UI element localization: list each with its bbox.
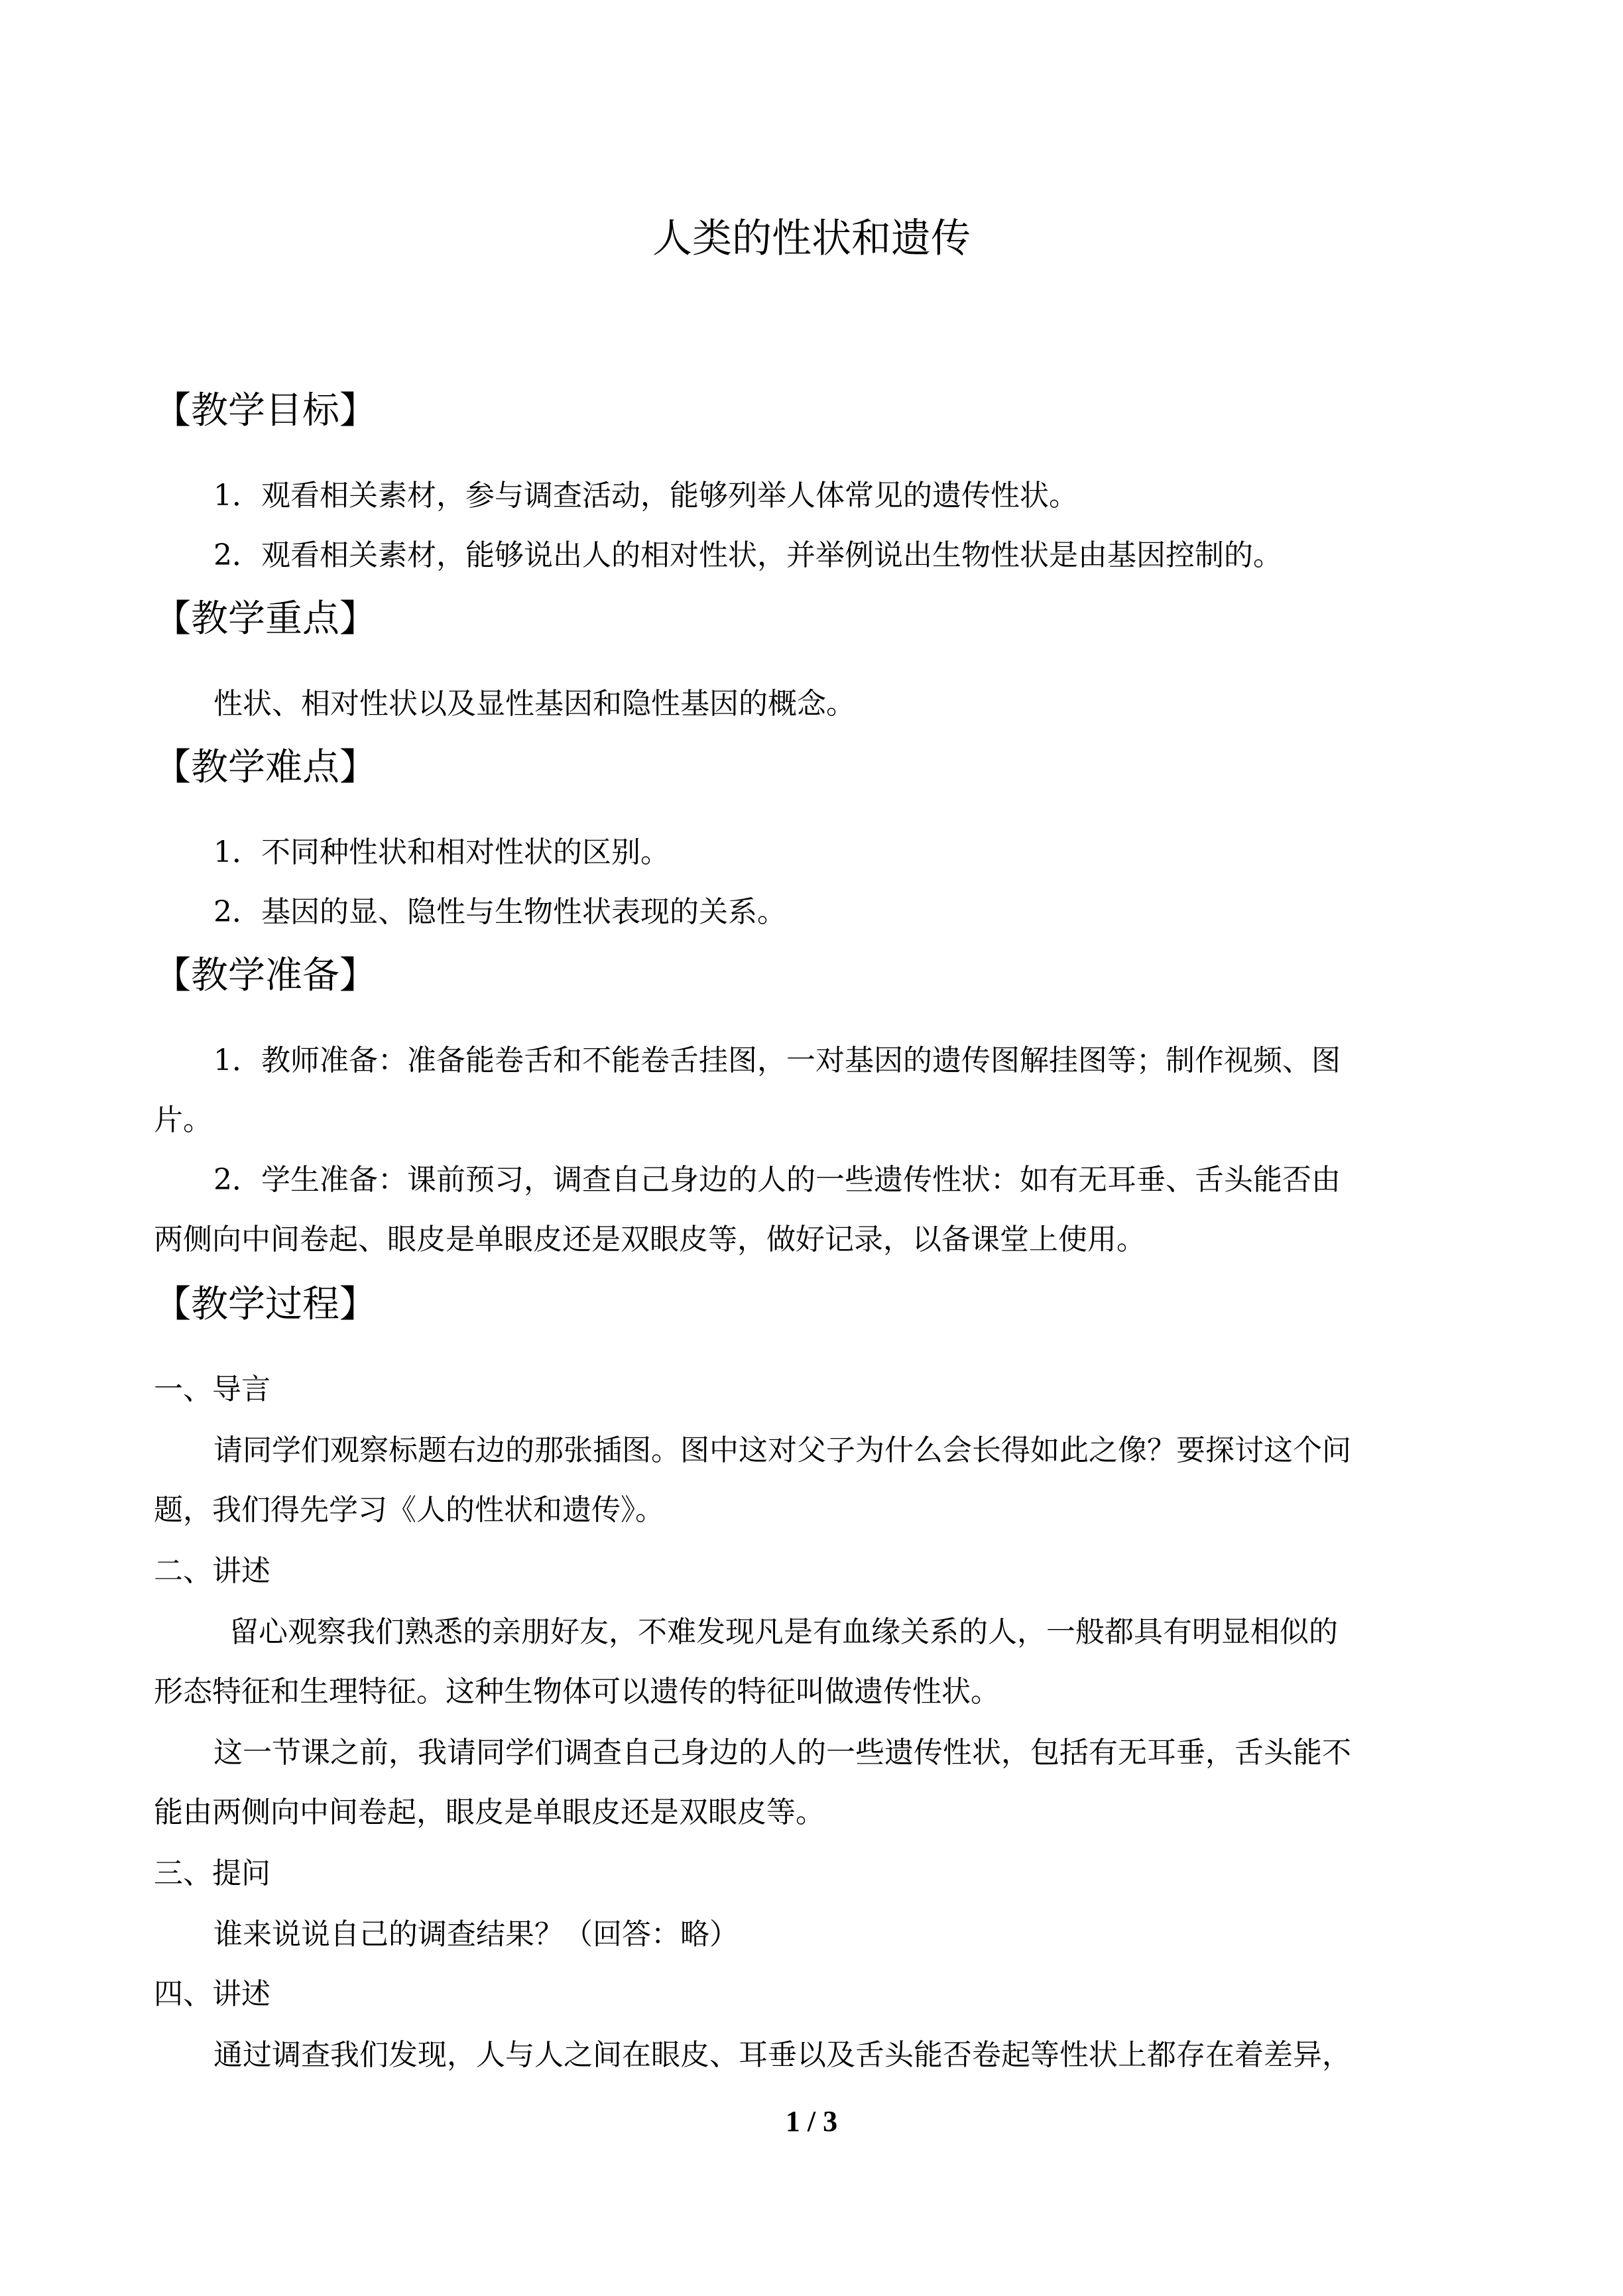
section-1-line-1: 请同学们观察标题右边的那张插图。图中这对父子为什么会长得如此之像？要探讨这个问 (213, 1433, 1351, 1467)
process-heading: 【教学过程】 (154, 1283, 377, 1326)
section-4-title: 四、讲述 (154, 1977, 270, 2011)
teacher-prep-line-1: 1．教师准备：准备能卷舌和不能卷舌挂图，一对基因的遗传图解挂图等；制作视频、图 (213, 1044, 1341, 1077)
preparation-heading: 【教学准备】 (154, 954, 377, 997)
objectives-heading: 【教学目标】 (154, 389, 377, 432)
section-2-para-2-line-1: 这一节课之前，我请同学们调查自己身边的人的一些遗传性状，包括有无耳垂，舌头能不 (213, 1736, 1351, 1770)
section-1-title: 一、导言 (154, 1372, 270, 1406)
page-number: 1 / 3 (785, 2105, 838, 2138)
document-title: 人类的性状和遗传 (652, 215, 971, 262)
section-3-title: 三、提问 (154, 1856, 270, 1890)
difficulty-item-2: 2．基因的显、隐性与生物性状表现的关系。 (213, 895, 786, 929)
key-points-text: 性状、相对性状以及显性基因和隐性基因的概念。 (213, 687, 855, 721)
section-1-line-2: 题，我们得先学习《人的性状和遗传》。 (154, 1493, 664, 1527)
section-4-line-1: 通过调查我们发现，人与人之间在眼皮、耳垂以及舌头能否卷起等性状上都存在着差异， (213, 2038, 1351, 2072)
student-prep-line-1: 2．学生准备：课前预习，调查自己身边的人的一些遗传性状：如有无耳垂、舌头能否由 (213, 1163, 1341, 1197)
section-2-para-2-line-2: 能由两侧向中间卷起，眼皮是单眼皮还是双眼皮等。 (154, 1795, 825, 1829)
key-points-heading: 【教学重点】 (154, 597, 377, 640)
section-2-para-1-line-2: 形态特征和生理特征。这种生物体可以遗传的特征叫做遗传性状。 (154, 1675, 1000, 1709)
objective-item-2: 2．观看相关素材，能够说出人的相对性状，并举例说出生物性状是由基因控制的。 (213, 538, 1282, 572)
objective-item-1: 1．观看相关素材，参与调查活动，能够列举人体常见的遗传性状。 (213, 479, 1078, 513)
difficulty-item-1: 1．不同种性状和相对性状的区别。 (213, 835, 670, 869)
section-2-title: 二、讲述 (154, 1554, 270, 1588)
teacher-prep-line-2: 片。 (154, 1103, 212, 1137)
student-prep-line-2: 两侧向中间卷起、眼皮是单眼皮还是双眼皮等，做好记录，以备课堂上使用。 (154, 1223, 1146, 1256)
difficulties-heading: 【教学难点】 (154, 746, 377, 789)
section-3-line-1: 谁来说说自己的调查结果？（回答：略） (213, 1917, 739, 1951)
section-2-para-1-line-1: 留心观察我们熟悉的亲朋好友，不难发现凡是有血缘关系的人，一般都具有明显相似的 (229, 1615, 1338, 1649)
